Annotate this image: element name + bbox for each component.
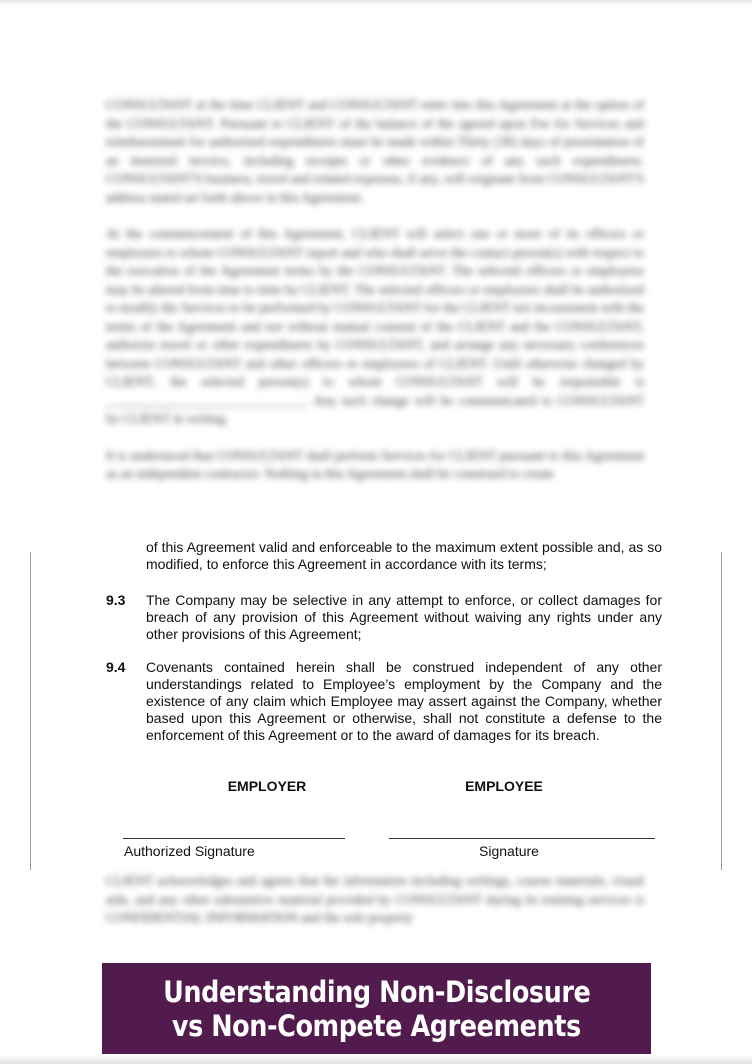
employee-signature-line	[389, 838, 655, 839]
blurred-document-bottom	[106, 872, 644, 932]
document-frame-right-border	[721, 552, 722, 870]
employee-signature-label: Signature	[479, 843, 539, 859]
employee-heading: EMPLOYEE	[465, 778, 543, 794]
clause-number: 9.3	[106, 592, 126, 608]
clause-partial-text: of this Agreement valid and enforceable to the maximum extent possible and, as so modified, to enforce this Agreement in accordance with its terms;	[146, 539, 662, 572]
top-shadow	[0, 0, 752, 6]
blurred-paragraph: CONSULTANT at the time CLIENT and CONSULTANT enter into this Agreement at the option of the CONSULTANT. Pursuant to CLIENT of the balance of the agreed upon Fee for Services and reimbursement for authorized expenditures must be made within Thirty (30) days of presentation of an itemized invoice, including receipts or other evidence of any such expenditures. CONSULTANT'S business, travel and related expenses, if any, will originate from CONSULTANT'S address stated set forth above in this Agreement.	[106, 97, 644, 205]
employer-signature-label: Authorized Signature	[124, 843, 255, 859]
employer-signature-line	[123, 838, 345, 839]
clause-text: Covenants contained herein shall be construed independent of any other understandings related to Employee’s employment by the Company and the existence of any claim which Employee may assert against the Company, whether based upon this Agreement or otherwise, shall not constitute a defense to the enforcement of this Agreement or to the award of damages for its breach.	[146, 659, 662, 743]
clause-number: 9.4	[106, 659, 126, 675]
blurred-document-top	[106, 96, 644, 552]
clause-text: The Company may be selective in any attempt to enforce, or collect damages for breach of any provision of this Agreement without waiving any rights under any other provisions of this Agreement;	[146, 592, 662, 642]
employer-heading: EMPLOYER	[227, 778, 307, 794]
clause-partial	[106, 539, 662, 575]
banner-title-line-1: Understanding Non-Disclosure	[162, 974, 591, 1009]
title-banner	[102, 963, 651, 1054]
blurred-paragraph: CLIENT acknowledges and agrees that the information including writings, course materials, visual aids, and any other substantive material provided by CONSULTANT during its training services is CONFIDENTIAL INFORMATION and the sole property	[106, 873, 644, 925]
blurred-paragraph: At the commencement of this Agreement, CLIENT will select one or more of its officers or employees to whom CONSULTANT report and who shall serve the contact person(s) with respect to the execution of the Agreement terms by the CONSULTANT. The selected officers or employees may be altered from time to time by CLIENT. The selected officers or employees shall be authorized to modify the Services to be performed by CONSULTANT for the CLIENT not inconsistent with the terms of the Agreement and not without mutual consent of the CLIENT and the CONSULTANT, authorize travel or other expenditures by CONSULTANT, and arrange any necessary conferences between CONSULTANT and other officers or employees of CLIENT. Until otherwise changed by CLIENT, the selected person(s) to whom CONSULTANT will be responsible is ______________________________. Any such change will be communicated to CONSULTANT by CLIENT in writing.	[106, 226, 644, 426]
document-frame-left-border	[30, 552, 31, 870]
banner-title-line-2: vs Non-Compete Agreements	[172, 1008, 581, 1043]
blurred-paragraph: It is understood that CONSULTANT shall perform Services for CLIENT pursuant to this Agreement as an independent contractor. Nothing in this Agreement shall be construed to create	[106, 447, 644, 481]
bottom-shadow	[0, 1054, 752, 1064]
